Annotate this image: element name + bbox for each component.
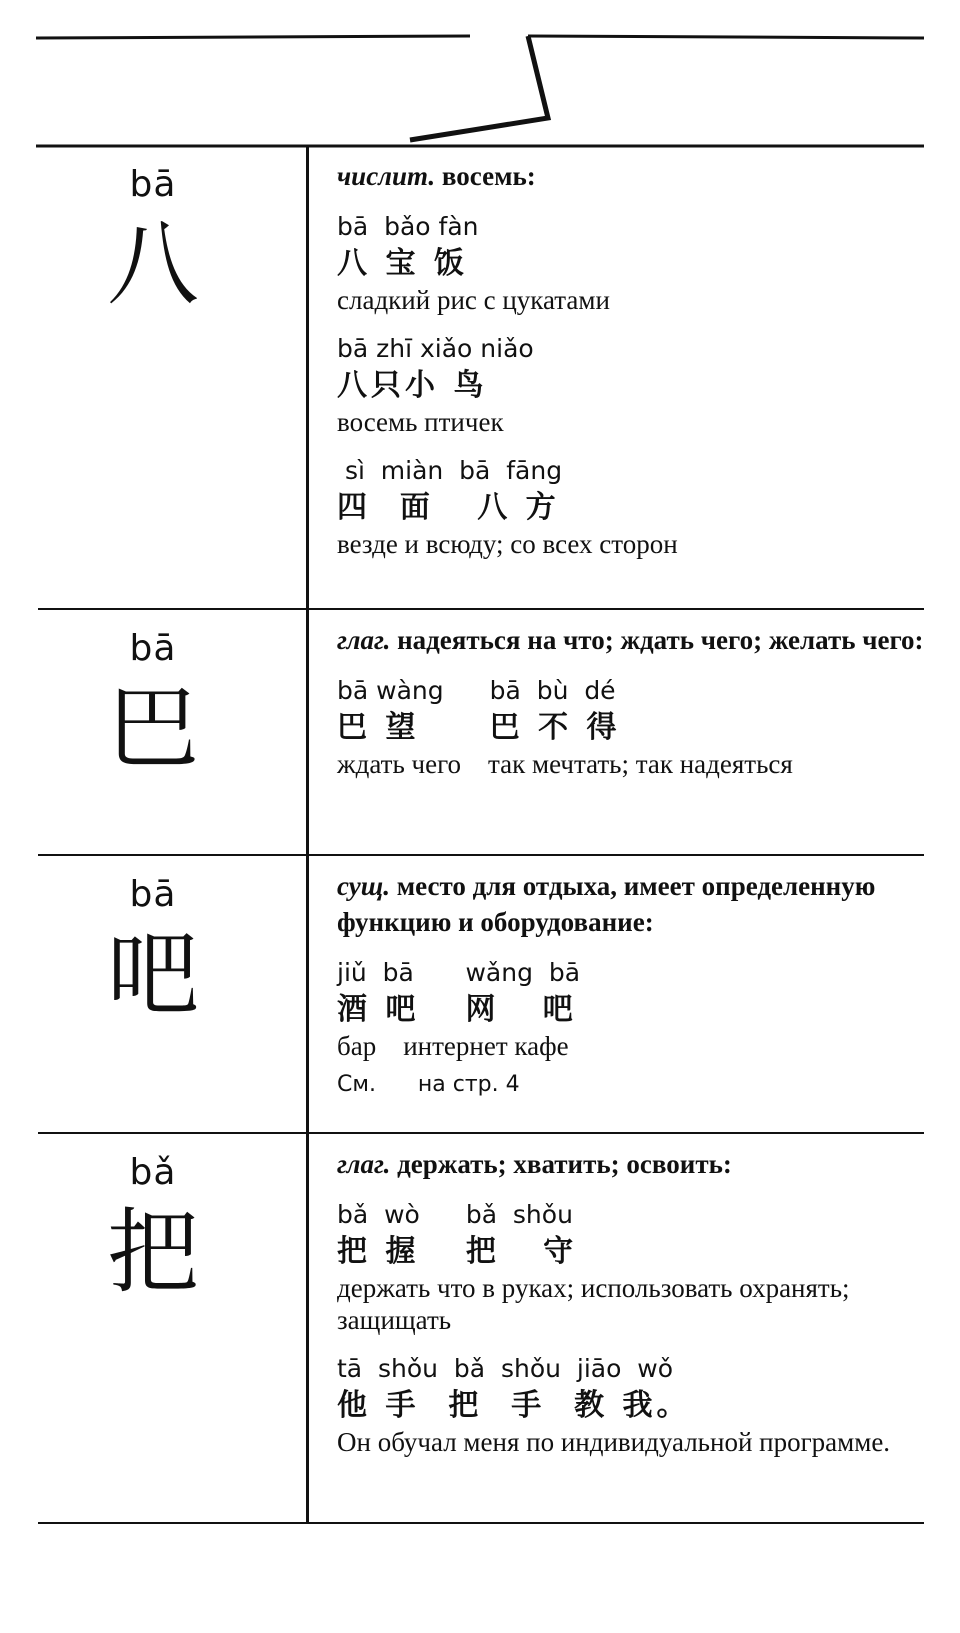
example-pair-row [337, 956, 924, 1030]
example-pair-row [337, 674, 924, 748]
headword-column [38, 146, 268, 608]
example-pair [465, 956, 580, 1030]
headword-hanzi: 吧 [106, 921, 199, 1028]
torn-page-header-decoration [0, 0, 960, 160]
see-also-reference: См. на стр. 4 [337, 1072, 520, 1097]
dictionary-entry [38, 146, 924, 608]
example-pinyin: bǎ shǒu [465, 1200, 573, 1229]
example-pinyin: tā shǒu bǎ shǒu jiāo wǒ [337, 1354, 674, 1383]
example [337, 332, 924, 438]
headword-pinyin: bā [129, 874, 177, 915]
definition-text: место для отдыха, имеет определенную функцию и оборудование: [337, 871, 876, 937]
example-pinyin: jiǔ bā [337, 958, 414, 987]
definition [337, 1146, 924, 1182]
example-hanzi: 巴 望 [337, 710, 420, 745]
definition [337, 868, 924, 940]
dictionary-table [38, 146, 924, 1524]
example-group [337, 1198, 924, 1336]
definition-text: надеяться на что; ждать чего; желать чего: [397, 625, 924, 655]
example-hanzi: 把 守 [465, 1234, 578, 1269]
example-pair [337, 674, 444, 748]
part-of-speech: глаг. [337, 1149, 391, 1179]
example-hanzi: 酒 吧 [337, 992, 420, 1027]
definition-text: восемь: [441, 161, 536, 191]
example-translation: восемь птичек [337, 407, 504, 437]
example-pinyin: sì miàn bā fāng [337, 456, 563, 485]
definition-column [268, 856, 924, 1132]
example-pinyin: bǎ wò [337, 1200, 420, 1229]
example-hanzi: 网 吧 [465, 992, 577, 1027]
headword-pinyin: bǎ [129, 1152, 177, 1193]
definition [337, 158, 924, 194]
example-pair [337, 1198, 420, 1272]
example [337, 454, 924, 560]
definition [337, 622, 924, 658]
example-pair [466, 1198, 577, 1272]
dictionary-entry [38, 854, 924, 1132]
example-pinyin: bā bǎo fàn [337, 212, 479, 241]
example-pinyin: bā bù dé [489, 676, 616, 705]
example-translation: везде и всюду; со всех сторон [337, 529, 678, 559]
headword-hanzi: 巴 [106, 675, 199, 782]
definition-column [268, 1134, 924, 1522]
example-pinyin: bā zhī xiǎo niǎo [337, 334, 534, 363]
dictionary-entry [38, 608, 924, 854]
definition-text: держать; хватить; освоить: [397, 1149, 732, 1179]
headword-pinyin: bā [129, 164, 177, 205]
headword-column [38, 610, 268, 854]
headword-column [38, 1134, 268, 1522]
example-pinyin: bā wàng [337, 676, 444, 705]
part-of-speech: сущ. [337, 871, 391, 901]
example-pair [490, 674, 621, 748]
example-hanzi: 他 手 把 手 教 我。 [337, 1388, 691, 1423]
example [337, 1352, 924, 1458]
headword-hanzi: 把 [106, 1199, 199, 1306]
example-translation: сладкий рис с цукатами [337, 285, 610, 315]
example-hanzi: 八只小 鸟 [337, 368, 488, 403]
example-hanzi: 巴 不 得 [489, 710, 621, 745]
part-of-speech: глаг. [337, 625, 391, 655]
headword-pinyin: bā [129, 628, 177, 669]
dictionary-entry [38, 1132, 924, 1524]
example-translation: ждать чего так мечтать; так надеяться [337, 749, 793, 779]
definition-column [268, 146, 924, 608]
example-translation: держать что в руках; использовать охранять; защищать [337, 1273, 850, 1335]
example-pair [337, 956, 419, 1030]
example-translation: бар интернет кафе [337, 1031, 569, 1061]
example-hanzi: 把 握 [337, 1234, 420, 1269]
headword-hanzi: 八 [106, 211, 199, 318]
example-pinyin: wǎng bā [465, 958, 581, 987]
example [337, 210, 924, 316]
part-of-speech: числит. [337, 161, 436, 191]
example-hanzi: 四 面 八 方 [337, 490, 560, 525]
example-pair-row [337, 1198, 924, 1272]
definition-column [268, 610, 924, 854]
example-hanzi: 八 宝 饭 [337, 246, 468, 281]
example-translation: Он обучал меня по индивидуальной программе. [337, 1427, 891, 1457]
headword-column [38, 856, 268, 1132]
